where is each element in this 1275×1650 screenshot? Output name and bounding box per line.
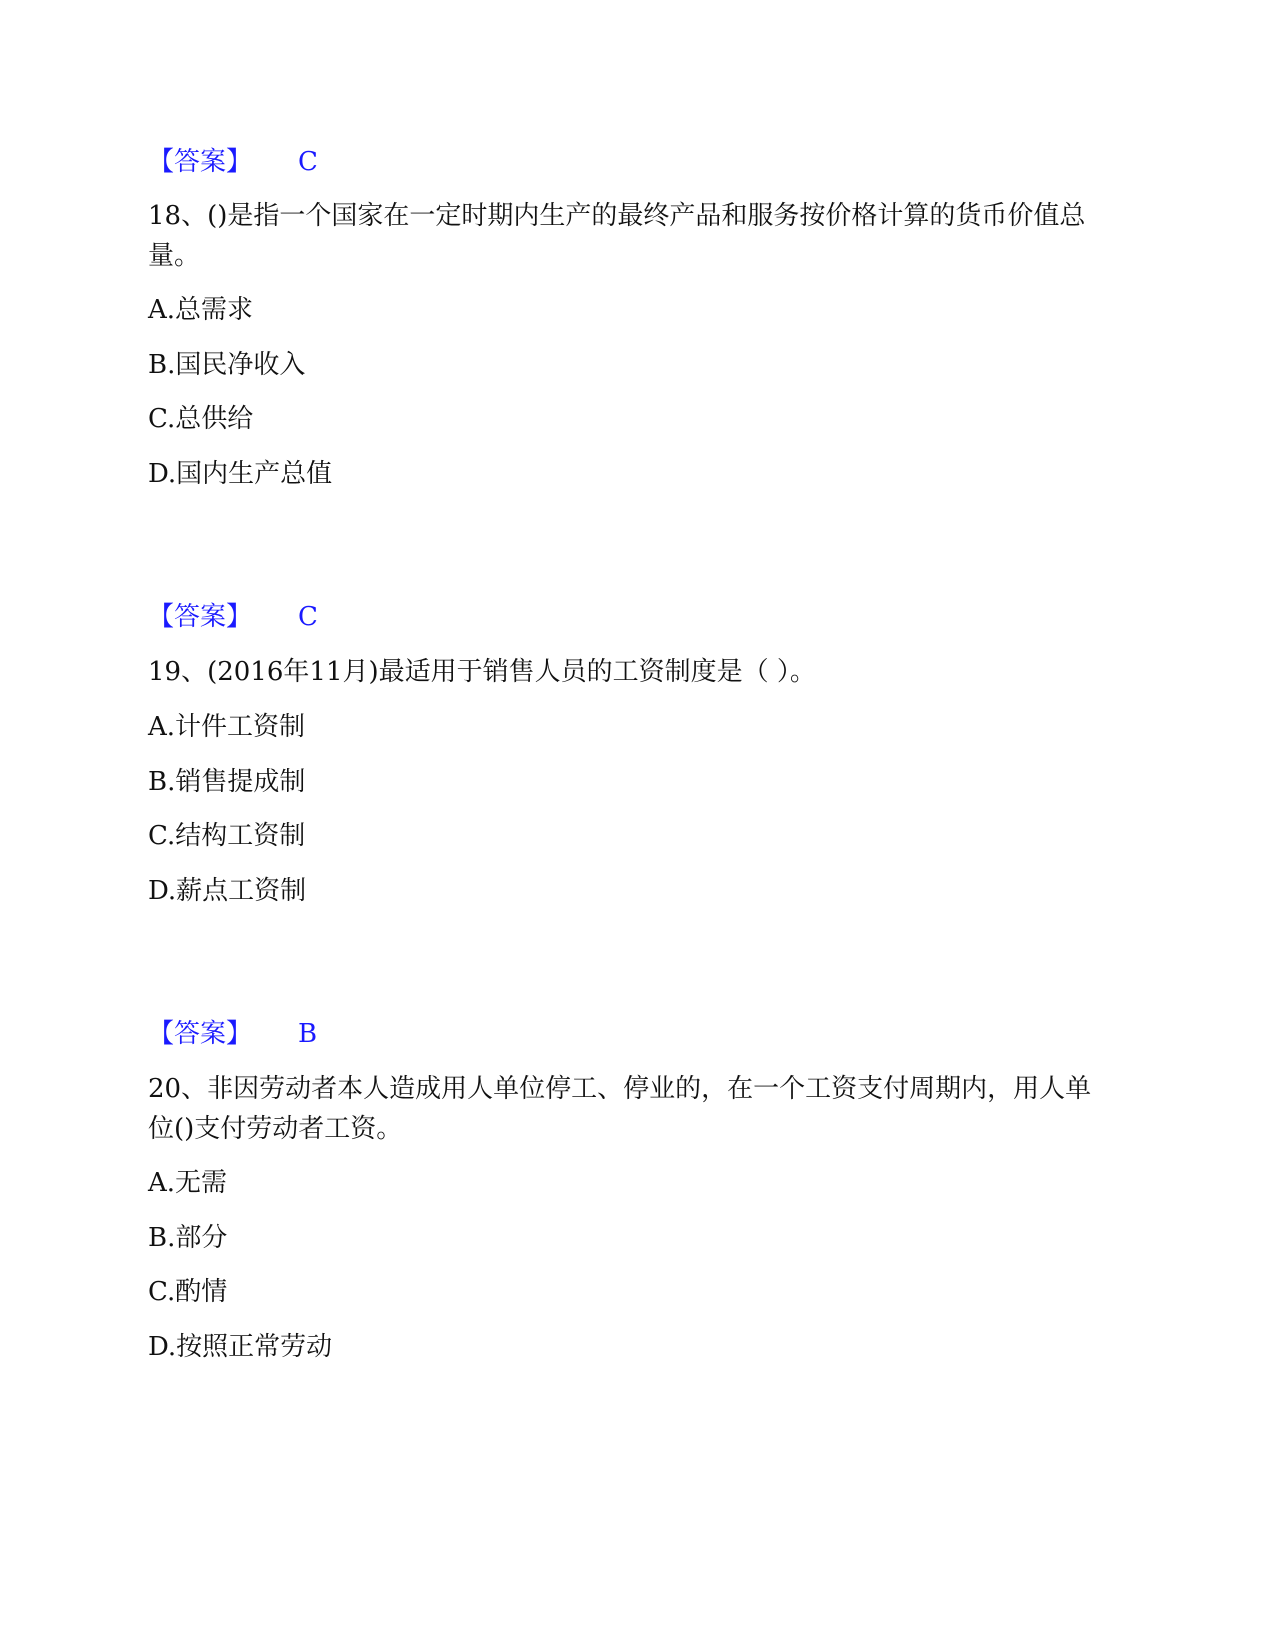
option-b: B.部分 (148, 1223, 228, 1253)
answer-line (148, 142, 318, 182)
option-b: B.国民净收入 (148, 350, 306, 380)
answer-label: 【答案】 (148, 147, 253, 177)
option-c: C.结构工资制 (148, 821, 306, 851)
answer-value: B (298, 1019, 318, 1049)
answer-value: C (298, 602, 318, 632)
option-a: A.无需 (148, 1168, 228, 1198)
option-b: B.销售提成制 (148, 767, 306, 797)
option-a: A.计件工资制 (148, 712, 306, 742)
option-c: C.总供给 (148, 404, 254, 434)
option-d: D.薪点工资制 (148, 876, 307, 906)
option-c: C.酌情 (148, 1277, 228, 1307)
answer-line (148, 1014, 317, 1054)
option-a: A.总需求 (148, 295, 254, 325)
option-d: D.按照正常劳动 (148, 1332, 333, 1362)
answer-value: C (298, 147, 318, 177)
answer-label: 【答案】 (148, 1019, 253, 1049)
question-stem: 20、非因劳动者本人造成用人单位停工、停业的，在一个工资支付周期内，用人单位()支付劳动者工资。 (148, 1074, 1092, 1144)
option-d: D.国内生产总值 (148, 459, 333, 489)
answer-label: 【答案】 (148, 602, 253, 632)
question-stem: 19、(2016年11月)最适用于销售人员的工资制度是（ ）。 (148, 657, 816, 687)
answer-line (148, 597, 318, 637)
question-stem: 18、()是指一个国家在一定时期内生产的最终产品和服务按价格计算的货币价值总量。 (148, 201, 1086, 271)
